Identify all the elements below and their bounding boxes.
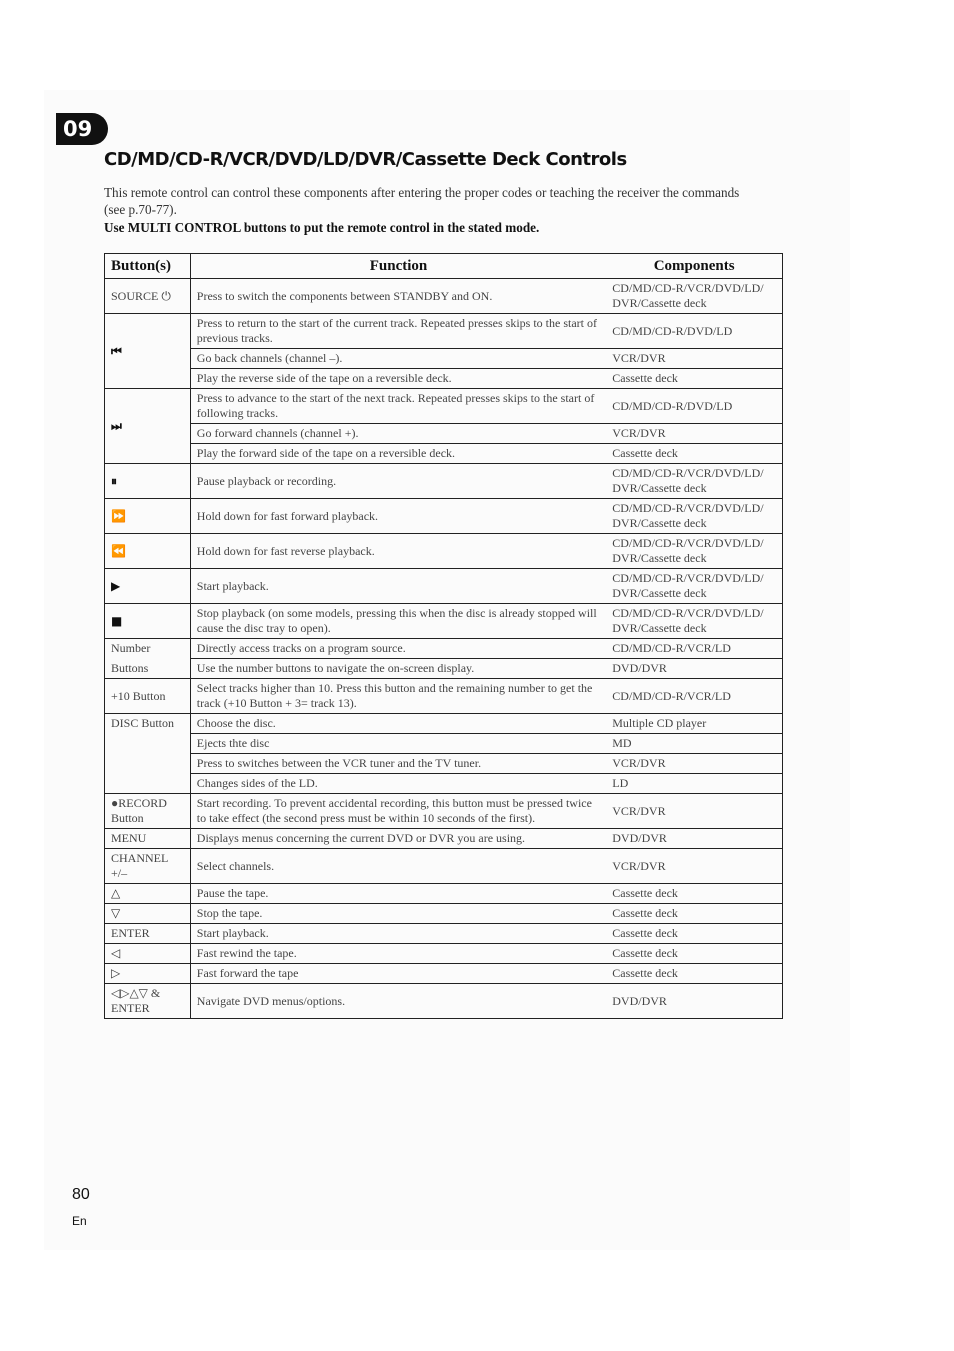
components-cell: MD xyxy=(606,734,782,754)
components-cell: CD/MD/CD-R/VCR/LD xyxy=(606,679,782,714)
components-cell: CD/MD/CD-R/VCR/DVD/LD/ DVR/Cassette deck xyxy=(606,534,782,569)
components-cell: VCR/DVR xyxy=(606,754,782,774)
function-cell: Press to advance to the start of the next track. Repeated presses skips to the start of following tracks. xyxy=(190,389,606,424)
components-cell: VCR/DVR xyxy=(606,349,782,369)
table-row xyxy=(105,679,783,714)
table-row xyxy=(105,349,783,369)
function-cell: Fast rewind the tape. xyxy=(190,944,606,964)
pause-icon: ⏸ xyxy=(105,464,191,499)
function-cell: Directly access tracks on a program source. xyxy=(190,639,606,659)
table-row xyxy=(105,984,783,1019)
function-cell: Press to switches between the VCR tuner and the TV tuner. xyxy=(190,754,606,774)
table-row xyxy=(105,754,783,774)
intro-instruction: Use MULTI CONTROL buttons to put the remote control in the stated mode. xyxy=(104,220,540,235)
components-cell: VCR/DVR xyxy=(606,794,782,829)
button-cell: MENU xyxy=(105,829,191,849)
function-cell: Hold down for fast forward playback. xyxy=(190,499,606,534)
chapter-tab: 09 xyxy=(56,113,108,145)
components-cell: Cassette deck xyxy=(606,924,782,944)
function-cell: Play the forward side of the tape on a reversible deck. xyxy=(190,444,606,464)
table-row xyxy=(105,849,783,884)
function-cell: Press to switch the components between STANDBY and ON. xyxy=(190,279,606,314)
function-cell: Select tracks higher than 10. Press this button and the remaining number to get the track (+10 Button + 3= track 13). xyxy=(190,679,606,714)
function-cell: Hold down for fast reverse playback. xyxy=(190,534,606,569)
header-function: Function xyxy=(190,254,606,279)
table-row xyxy=(105,659,783,679)
play-icon: ▶ xyxy=(105,569,191,604)
rewind-icon: ⏪ xyxy=(105,534,191,569)
table-header-row xyxy=(105,254,783,279)
table-row xyxy=(105,964,783,984)
components-cell: Cassette deck xyxy=(606,944,782,964)
triangle-left-icon: ◁ xyxy=(105,944,191,964)
components-cell: CD/MD/CD-R/DVD/LD xyxy=(606,314,782,349)
components-cell: Cassette deck xyxy=(606,904,782,924)
page-number: 80 xyxy=(72,1186,90,1203)
function-cell: Stop the tape. xyxy=(190,904,606,924)
components-cell: Cassette deck xyxy=(606,884,782,904)
components-cell: Cassette deck xyxy=(606,964,782,984)
function-cell: Start playback. xyxy=(190,924,606,944)
components-cell: CD/MD/CD-R/VCR/DVD/LD/ DVR/Cassette deck xyxy=(606,464,782,499)
table-row xyxy=(105,944,783,964)
triangle-down-icon: ▽ xyxy=(105,904,191,924)
table-row xyxy=(105,444,783,464)
components-cell: CD/MD/CD-R/VCR/DVD/LD/ DVR/Cassette deck xyxy=(606,279,782,314)
table-row xyxy=(105,829,783,849)
skip-forward-icon: ⏭ xyxy=(105,389,191,464)
function-cell: Select channels. xyxy=(190,849,606,884)
components-cell: CD/MD/CD-R/DVD/LD xyxy=(606,389,782,424)
function-cell: Press to return to the start of the current track. Repeated presses skips to the start of previous tracks. xyxy=(190,314,606,349)
components-cell: VCR/DVR xyxy=(606,424,782,444)
table-row xyxy=(105,569,783,604)
button-cell: Number xyxy=(105,639,191,659)
components-cell: DVD/DVR xyxy=(606,829,782,849)
components-cell: DVD/DVR xyxy=(612,993,667,1008)
button-cell: DISC Button xyxy=(105,714,191,794)
components-cell: DVD/DVR xyxy=(606,659,782,679)
function-cell: Navigate DVD menus/options. xyxy=(196,993,346,1008)
table-row xyxy=(105,499,783,534)
stop-icon: ■ xyxy=(105,604,191,639)
table-row xyxy=(105,604,783,639)
table-row xyxy=(105,534,783,569)
table-row xyxy=(105,279,783,314)
table-row xyxy=(105,884,783,904)
header-components: Components xyxy=(606,254,782,279)
table-row xyxy=(105,774,783,794)
components-cell: Cassette deck xyxy=(606,444,782,464)
function-cell: Changes sides of the LD. xyxy=(190,774,606,794)
components-cell: Multiple CD player xyxy=(606,714,782,734)
table-row xyxy=(105,464,783,499)
triangle-up-icon: △ xyxy=(105,884,191,904)
components-cell: CD/MD/CD-R/VCR/DVD/LD/ DVR/Cassette deck xyxy=(606,569,782,604)
components-cell: CD/MD/CD-R/VCR/LD xyxy=(606,639,782,659)
table-row xyxy=(105,314,783,349)
table-row xyxy=(105,639,783,659)
table-row xyxy=(105,904,783,924)
skip-back-icon: ⏮ xyxy=(105,314,191,389)
function-cell: Go back channels (channel –). xyxy=(190,349,606,369)
function-cell: Ejects thte disc xyxy=(190,734,606,754)
components-cell: LD xyxy=(606,774,782,794)
table-row xyxy=(105,369,783,389)
button-cell: +10 Button xyxy=(105,679,191,714)
components-cell: CD/MD/CD-R/VCR/DVD/LD/ DVR/Cassette deck xyxy=(606,499,782,534)
function-cell: Fast forward the tape xyxy=(190,964,606,984)
function-cell: Play the reverse side of the tape on a reversible deck. xyxy=(190,369,606,389)
triangle-right-icon: ▷ xyxy=(105,964,191,984)
button-cell: ENTER xyxy=(105,924,191,944)
table-row xyxy=(105,714,783,734)
function-cell: Pause the tape. xyxy=(190,884,606,904)
table-row xyxy=(105,389,783,424)
page-language: En xyxy=(72,1214,87,1228)
function-cell: Start playback. xyxy=(190,569,606,604)
intro-text: This remote control can control these components after entering the proper codes or teaching the receiver the commands (see p.70-77). xyxy=(104,185,740,217)
components-cell: VCR/DVR xyxy=(606,849,782,884)
function-cell: Stop playback (on some models, pressing this when the disc is already stopped will cause the disc tray to open). xyxy=(190,604,606,639)
table-row xyxy=(105,424,783,444)
table-row xyxy=(105,794,783,829)
fast-forward-icon: ⏩ xyxy=(105,499,191,534)
function-cell: Use the number buttons to navigate the on-screen display. xyxy=(190,659,606,679)
controls-table xyxy=(104,253,783,1019)
function-cell: Start recording. To prevent accidental recording, this button must be pressed twice to take effect (the second press must be within 10 seconds of the first). xyxy=(190,794,606,829)
function-cell: Displays menus concerning the current DVD or DVR you are using. xyxy=(190,829,606,849)
function-cell: Choose the disc. xyxy=(190,714,606,734)
header-button: Button(s) xyxy=(105,254,191,279)
table-row xyxy=(105,734,783,754)
button-cell: CHANNEL +/– xyxy=(105,849,191,884)
components-cell: CD/MD/CD-R/VCR/DVD/LD/ DVR/Cassette deck xyxy=(606,604,782,639)
function-cell: Go forward channels (channel +). xyxy=(190,424,606,444)
components-cell: Cassette deck xyxy=(606,369,782,389)
table-row xyxy=(105,924,783,944)
button-cell: ●RECORD Button xyxy=(105,794,191,829)
button-cell: SOURCE ⏻ xyxy=(105,279,191,314)
page-title: CD/MD/CD-R/VCR/DVD/LD/DVR/Cassette Deck Controls xyxy=(104,149,627,170)
button-cell: Buttons xyxy=(105,659,191,679)
function-cell: Pause playback or recording. xyxy=(190,464,606,499)
button-cell: ◁▷△▽ & ENTER xyxy=(105,984,191,1019)
